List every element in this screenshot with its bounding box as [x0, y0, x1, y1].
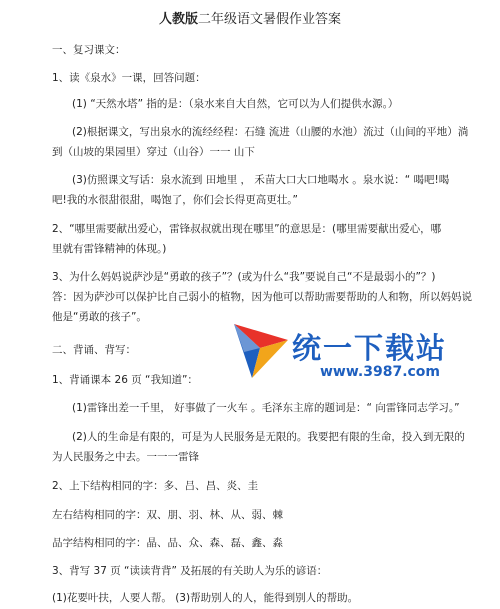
answer-1-3-line1: (3)仿照课文写话：泉水流到 田地里 ， 禾苗大口大口地喝水 。泉水说：“ 喝吧!喝: [72, 174, 450, 186]
title-rest-part: 二年级语文暑假作业答案: [198, 12, 342, 27]
watermark-site-url: www.3987.com: [320, 364, 441, 380]
answer-1-2-line1: (2)根据课文，写出泉水的流经经程：石缝 流进（山腰的水池）流过（山间的平地）淌: [72, 126, 469, 138]
watermark: [230, 318, 460, 388]
watermark-site-name: 统一下载站: [292, 331, 448, 365]
recite-2-pin-structure: 品字结构相同的字：晶、品、众、森、磊、鑫、淼: [52, 537, 283, 549]
question-2-line1: 2、“哪里需要献出爱心，雷锋叔叔就出现在哪里”的意思是：(哪里需要献出爱心，哪: [52, 223, 442, 235]
answer-1-3-line2: 吧!我的水很甜很甜，喝饱了，你们会长得更高更壮。”: [52, 194, 298, 206]
question-3-line1: 3、为什么妈妈说萨沙是“勇敢的孩子”？(或为什么“我”要说自己“不是最弱小的”？): [52, 271, 436, 283]
section-heading-review: 一、复习课文：: [52, 44, 126, 56]
title-bold-part: 人教版: [158, 12, 198, 27]
question-2-line2: 里就有雷锋精神的体现。): [52, 243, 167, 255]
watermark-logo-icon: [230, 318, 290, 382]
document-title: [0, 8, 500, 27]
recite-3-heading: 3、背写 37 页 “读读背背” 及拓展的有关助人为乐的谚语：: [52, 565, 328, 577]
recite-1-1: (1)雷锋出差一千里， 好事做了一火车 。毛泽东主席的题词是：“ 向雷锋同志学习。”: [72, 402, 460, 414]
recite-2-top-bottom: 2、上下结构相同的字：多、吕、昌、炎、圭: [52, 480, 259, 492]
recite-2-left-right: 左右结构相同的字：双、朋、羽、林、从、弱、棘: [52, 509, 283, 521]
recite-1-heading: 1、背诵课本 26 页 “我知道”：: [52, 374, 198, 386]
answer-1-1: (1) “天然水塔” 指的是：（泉水来自大自然，它可以为人们提供水源。）: [72, 98, 399, 110]
answer-3-line1: 答：因为萨沙可以保护比自己弱小的植物，因为他可以帮助需要帮助的人和物，所以妈妈说: [52, 291, 472, 303]
recite-1-2-line1: (2)人的生命是有限的，可是为人民服务是无限的。我要把有限的生命，投入到无限的: [72, 431, 465, 443]
question-1-heading: 1、读《泉水》一课，回答问题：: [52, 72, 206, 84]
recite-3-answers: (1)花要叶扶，人要人帮。 (3)帮助别人的人，能得到别人的帮助。: [52, 592, 359, 604]
section-heading-recite: 二、背诵、背写：: [52, 344, 136, 356]
answer-3-line2: 他是“勇敢的孩子”。: [52, 311, 147, 323]
answer-1-2-line2: 到（山坡的果园里）穿过（山谷）一一 山下: [52, 146, 255, 158]
recite-1-2-line2: 为人民服务之中去。一一一雷锋: [52, 451, 199, 463]
